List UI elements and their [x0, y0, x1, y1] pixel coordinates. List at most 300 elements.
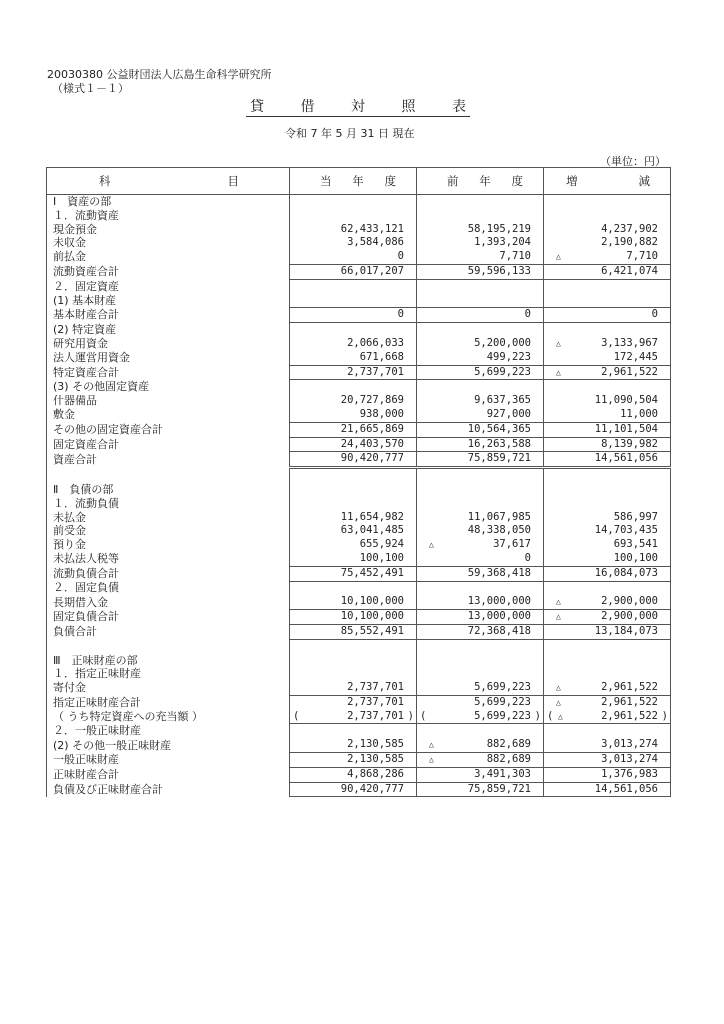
amount-value: 2,737,701 [347, 695, 404, 708]
table-row [47, 767, 671, 782]
negative-mark: △ [556, 252, 561, 262]
amount-chg [544, 351, 671, 365]
amount-value: 1,393,204 [474, 236, 531, 249]
table-row [47, 639, 671, 653]
amount-cur [290, 452, 417, 468]
amount-value: 3,584,086 [347, 236, 404, 249]
amount-prev [417, 524, 544, 538]
amount-value: 499,223 [486, 350, 531, 363]
amount-value: 10,100,000 [340, 595, 404, 608]
column-header-previous [417, 168, 544, 195]
table-row [47, 365, 671, 380]
amount-prev [417, 581, 544, 595]
amount-chg [544, 308, 671, 323]
amount-prev [417, 223, 544, 237]
amount-value: 13,000,000 [467, 595, 531, 608]
amount-value: 172,445 [613, 350, 658, 363]
amount-chg [544, 452, 671, 468]
unit-label: （単位：円） [600, 155, 666, 168]
amount-prev [417, 195, 544, 209]
amount-value: 6,421,074 [601, 264, 658, 277]
amount-chg [544, 753, 671, 768]
amount-value: 11,090,504 [594, 394, 658, 407]
amount-chg [544, 782, 671, 797]
amount-cur [290, 552, 417, 566]
organization-name: 20030380 公益財団法人広島生命科学研究所 [47, 68, 272, 81]
table-header-row [47, 168, 671, 195]
row-label: 未払法人税等 [47, 552, 290, 566]
row-label [47, 468, 290, 483]
amount-chg [544, 323, 671, 337]
row-label: 固定資産合計 [47, 437, 290, 452]
row-label: (2) 特定資産 [47, 323, 290, 337]
row-label: 正味財産合計 [47, 767, 290, 782]
title-char: 対 [351, 99, 365, 115]
amount-value: 2,961,522 [601, 681, 658, 694]
amount-value: 3,133,967 [601, 336, 658, 349]
amount-value: 0 [397, 250, 404, 263]
amount-value: 14,703,435 [594, 524, 658, 537]
amount-cur [290, 323, 417, 337]
amount-cur [290, 767, 417, 782]
amount-cur [290, 294, 417, 308]
amount-value: 0 [524, 308, 531, 321]
amount-value: 927,000 [486, 407, 531, 420]
table-row [47, 738, 671, 752]
amount-value: 938,000 [359, 407, 404, 420]
amount-value: 693,541 [613, 538, 658, 551]
amount-value: 16,084,073 [594, 566, 658, 579]
table-row [47, 524, 671, 538]
amount-cur [290, 497, 417, 511]
amount-value: 11,654,982 [340, 510, 404, 523]
amount-value: 5,699,223 [474, 709, 531, 722]
amount-cur [290, 667, 417, 681]
row-label: 流動負債合計 [47, 566, 290, 581]
amount-cur [290, 337, 417, 351]
amount-prev [417, 483, 544, 497]
amount-chg [544, 710, 671, 724]
row-label: Ⅰ 資産の部 [47, 195, 290, 209]
title-char: 貸 [250, 99, 264, 115]
amount-prev [417, 468, 544, 483]
amount-prev [417, 351, 544, 365]
table-row [47, 595, 671, 609]
amount-chg [544, 610, 671, 625]
amount-value: 0 [524, 551, 531, 564]
row-label: 資産合計 [47, 452, 290, 468]
title-char: 借 [300, 99, 315, 115]
amount-value: 100,100 [613, 551, 658, 564]
table-row [47, 667, 671, 681]
header-char: 当 [320, 174, 332, 188]
amount-value: 7,710 [626, 250, 658, 263]
amount-chg [544, 624, 671, 639]
header-char: 度 [384, 174, 396, 188]
amount-chg [544, 337, 671, 351]
amount-cur [290, 738, 417, 752]
paren-close: ) [407, 709, 414, 722]
amount-chg [544, 566, 671, 581]
title-char: 照 [401, 99, 416, 115]
amount-cur [290, 724, 417, 738]
amount-chg [544, 365, 671, 380]
amount-value: 13,184,073 [594, 624, 658, 637]
table-row [47, 552, 671, 566]
amount-chg [544, 639, 671, 653]
amount-value: 0 [651, 308, 658, 321]
amount-cur [290, 468, 417, 483]
table-row [47, 581, 671, 595]
amount-cur [290, 581, 417, 595]
amount-chg [544, 279, 671, 293]
amount-value: 24,403,570 [340, 437, 404, 450]
amount-prev [417, 552, 544, 566]
amount-cur [290, 710, 417, 724]
amount-cur [290, 223, 417, 237]
amount-value: 5,699,223 [474, 365, 531, 378]
table-row [47, 566, 671, 581]
amount-value: 3,491,303 [474, 767, 531, 780]
header-char: 前 [447, 174, 459, 188]
amount-value: 75,859,721 [467, 452, 531, 465]
table-row [47, 452, 671, 468]
table-row [47, 753, 671, 768]
amount-cur [290, 380, 417, 394]
amount-cur [290, 753, 417, 768]
amount-value: 2,190,882 [601, 236, 658, 249]
row-label: 寄付金 [47, 681, 290, 695]
amount-value: 14,561,056 [594, 452, 658, 465]
column-header-current [290, 168, 417, 195]
amount-value: 75,859,721 [467, 782, 531, 795]
row-label: 現金預金 [47, 223, 290, 237]
amount-prev [417, 497, 544, 511]
table-row [47, 351, 671, 365]
amount-chg [544, 468, 671, 483]
amount-chg [544, 767, 671, 782]
amount-cur [290, 437, 417, 452]
amount-prev [417, 337, 544, 351]
table-row [47, 323, 671, 337]
row-label: １．指定正味財産 [47, 667, 290, 681]
document-title [246, 98, 470, 117]
amount-value: 2,130,585 [347, 738, 404, 751]
row-label: 基本財産合計 [47, 308, 290, 323]
amount-value: 586,997 [613, 510, 658, 523]
paren-close: ) [661, 709, 668, 722]
row-label: その他の固定資産合計 [47, 422, 290, 437]
negative-mark: △ [556, 612, 561, 622]
balance-sheet-table [46, 167, 671, 797]
amount-value: 0 [397, 308, 404, 321]
paren-open: ( [547, 709, 554, 722]
amount-chg [544, 524, 671, 538]
table-row [47, 264, 671, 279]
row-label: (1) 基本財産 [47, 294, 290, 308]
amount-prev [417, 738, 544, 752]
row-label: (3) その他固定資産 [47, 380, 290, 394]
header-char: 減 [638, 174, 650, 188]
amount-chg [544, 667, 671, 681]
amount-prev [417, 365, 544, 380]
amount-chg [544, 497, 671, 511]
amount-chg [544, 724, 671, 738]
amount-chg [544, 408, 671, 422]
amount-value: 21,665,869 [340, 422, 404, 435]
amount-value: 37,617 [493, 538, 531, 551]
amount-prev [417, 236, 544, 250]
row-label: １．流動負債 [47, 497, 290, 511]
amount-prev [417, 667, 544, 681]
row-label: ２．固定資産 [47, 279, 290, 293]
amount-value: 63,041,485 [340, 524, 404, 537]
amount-value: 48,338,050 [467, 524, 531, 537]
amount-value: 9,637,365 [474, 394, 531, 407]
amount-value: 2,961,522 [601, 709, 658, 722]
amount-chg [544, 394, 671, 408]
amount-value: 1,376,983 [601, 767, 658, 780]
amount-cur [290, 654, 417, 668]
table-row [47, 483, 671, 497]
column-header-change [544, 168, 671, 195]
amount-prev [417, 279, 544, 293]
amount-cur [290, 595, 417, 609]
paren-open: ( [420, 709, 427, 722]
amount-chg [544, 195, 671, 209]
header-char: 度 [511, 174, 523, 188]
amount-prev [417, 380, 544, 394]
row-label [47, 639, 290, 653]
row-label: 負債及び正味財産合計 [47, 782, 290, 797]
amount-value: 85,552,491 [340, 624, 404, 637]
table-row [47, 236, 671, 250]
amount-cur [290, 209, 417, 223]
amount-value: 2,066,033 [347, 336, 404, 349]
amount-prev [417, 753, 544, 768]
amount-value: 2,737,701 [347, 681, 404, 694]
amount-value: 8,139,982 [601, 437, 658, 450]
table-row [47, 437, 671, 452]
table-row [47, 279, 671, 293]
amount-cur [290, 610, 417, 625]
amount-cur [290, 483, 417, 497]
amount-value: 2,900,000 [601, 595, 658, 608]
amount-chg [544, 236, 671, 250]
amount-chg [544, 294, 671, 308]
amount-prev [417, 610, 544, 625]
amount-chg [544, 380, 671, 394]
amount-value: 2,737,701 [347, 365, 404, 378]
amount-cur [290, 408, 417, 422]
table-row [47, 408, 671, 422]
amount-cur [290, 422, 417, 437]
amount-cur [290, 195, 417, 209]
row-label: 指定正味財産合計 [47, 695, 290, 709]
row-label: 預り金 [47, 538, 290, 552]
row-label: 流動資産合計 [47, 264, 290, 279]
amount-value: 2,130,585 [347, 753, 404, 766]
amount-value: 72,368,418 [467, 624, 531, 637]
amount-chg [544, 695, 671, 709]
amount-chg [544, 422, 671, 437]
amount-cur [290, 524, 417, 538]
table-row [47, 223, 671, 237]
amount-prev [417, 695, 544, 709]
amount-prev [417, 639, 544, 653]
amount-cur [290, 250, 417, 264]
amount-chg [544, 223, 671, 237]
amount-cur [290, 566, 417, 581]
amount-value: 882,689 [486, 753, 531, 766]
row-label: Ⅱ 負債の部 [47, 483, 290, 497]
amount-cur [290, 264, 417, 279]
amount-prev [417, 294, 544, 308]
row-label: ２．一般正味財産 [47, 724, 290, 738]
table-row [47, 294, 671, 308]
table-row [47, 308, 671, 323]
amount-value: 75,452,491 [340, 566, 404, 579]
row-label: 前受金 [47, 524, 290, 538]
amount-prev [417, 209, 544, 223]
table-row [47, 724, 671, 738]
amount-value: 90,420,777 [340, 782, 404, 795]
header-char: 年 [479, 174, 491, 188]
table-body [47, 195, 671, 797]
negative-mark: △ [556, 683, 561, 693]
amount-chg [544, 264, 671, 279]
negative-mark: △ [556, 697, 561, 707]
row-label: 固定負債合計 [47, 610, 290, 625]
amount-value: 11,000 [620, 407, 658, 420]
amount-value: 11,101,504 [594, 422, 658, 435]
amount-prev [417, 654, 544, 668]
table-row [47, 337, 671, 351]
row-label: 研究用資金 [47, 337, 290, 351]
amount-prev [417, 250, 544, 264]
table-row [47, 710, 671, 724]
amount-prev [417, 566, 544, 581]
amount-prev [417, 595, 544, 609]
row-label: (2) その他一般正味財産 [47, 738, 290, 752]
negative-mark: △ [429, 740, 434, 750]
amount-value: 13,000,000 [467, 610, 531, 623]
column-header-item [47, 168, 290, 195]
row-label: 敷金 [47, 408, 290, 422]
amount-cur [290, 365, 417, 380]
amount-value: 100,100 [359, 551, 404, 564]
table-row [47, 394, 671, 408]
amount-prev [417, 308, 544, 323]
amount-cur [290, 624, 417, 639]
amount-prev [417, 422, 544, 437]
amount-value: 4,868,286 [347, 767, 404, 780]
negative-mark: △ [556, 367, 561, 377]
amount-prev [417, 724, 544, 738]
amount-prev [417, 452, 544, 468]
header-char: 科 [99, 174, 111, 188]
table-row [47, 610, 671, 625]
table-row [47, 538, 671, 552]
table-row [47, 654, 671, 668]
amount-chg [544, 209, 671, 223]
amount-chg [544, 595, 671, 609]
table-row [47, 497, 671, 511]
amount-value: 59,368,418 [467, 566, 531, 579]
amount-chg [544, 552, 671, 566]
amount-value: 2,737,701 [347, 709, 404, 722]
amount-chg [544, 483, 671, 497]
amount-value: 655,924 [359, 538, 404, 551]
title-char: 表 [452, 99, 466, 115]
amount-cur [290, 639, 417, 653]
amount-cur [290, 308, 417, 323]
negative-mark: △ [429, 540, 434, 550]
row-label: 什器備品 [47, 394, 290, 408]
amount-cur [290, 236, 417, 250]
negative-mark: △ [558, 711, 563, 721]
amount-prev [417, 767, 544, 782]
header-char: 増 [566, 174, 578, 188]
amount-value: 11,067,985 [467, 510, 531, 523]
amount-prev [417, 681, 544, 695]
amount-cur [290, 695, 417, 709]
amount-chg [544, 681, 671, 695]
row-label: 未収金 [47, 236, 290, 250]
amount-value: 20,727,869 [340, 394, 404, 407]
amount-prev [417, 511, 544, 525]
amount-value: 14,561,056 [594, 782, 658, 795]
amount-cur [290, 782, 417, 797]
form-number: （様式１－１） [52, 82, 129, 95]
amount-prev [417, 437, 544, 452]
amount-prev [417, 624, 544, 639]
amount-value: 3,013,274 [601, 753, 658, 766]
amount-value: 62,433,121 [340, 222, 404, 235]
amount-value: 2,961,522 [601, 695, 658, 708]
amount-value: 7,710 [499, 250, 531, 263]
amount-prev [417, 782, 544, 797]
amount-value: 671,668 [359, 350, 404, 363]
amount-cur [290, 351, 417, 365]
row-label: 特定資産合計 [47, 365, 290, 380]
amount-value: 5,699,223 [474, 695, 531, 708]
negative-mark: △ [429, 755, 434, 765]
as-of-date: 令和 7 年 5 月 31 日 現在 [285, 127, 415, 140]
paren-open: ( [293, 709, 300, 722]
amount-value: 2,961,522 [601, 365, 658, 378]
row-label: ２．固定負債 [47, 581, 290, 595]
table-row [47, 422, 671, 437]
row-label: Ⅲ 正味財産の部 [47, 654, 290, 668]
row-label: 未払金 [47, 511, 290, 525]
table-row [47, 209, 671, 223]
row-label: 法人運営用資金 [47, 351, 290, 365]
amount-chg [544, 511, 671, 525]
amount-value: 90,420,777 [340, 452, 404, 465]
amount-value: 58,195,219 [467, 222, 531, 235]
amount-value: 4,237,902 [601, 222, 658, 235]
row-label: １．流動資産 [47, 209, 290, 223]
amount-value: 2,900,000 [601, 610, 658, 623]
table-row [47, 195, 671, 209]
row-label: 長期借入金 [47, 595, 290, 609]
amount-chg [544, 437, 671, 452]
negative-mark: △ [556, 338, 561, 348]
row-label: 前払金 [47, 250, 290, 264]
amount-prev [417, 323, 544, 337]
amount-prev [417, 408, 544, 422]
